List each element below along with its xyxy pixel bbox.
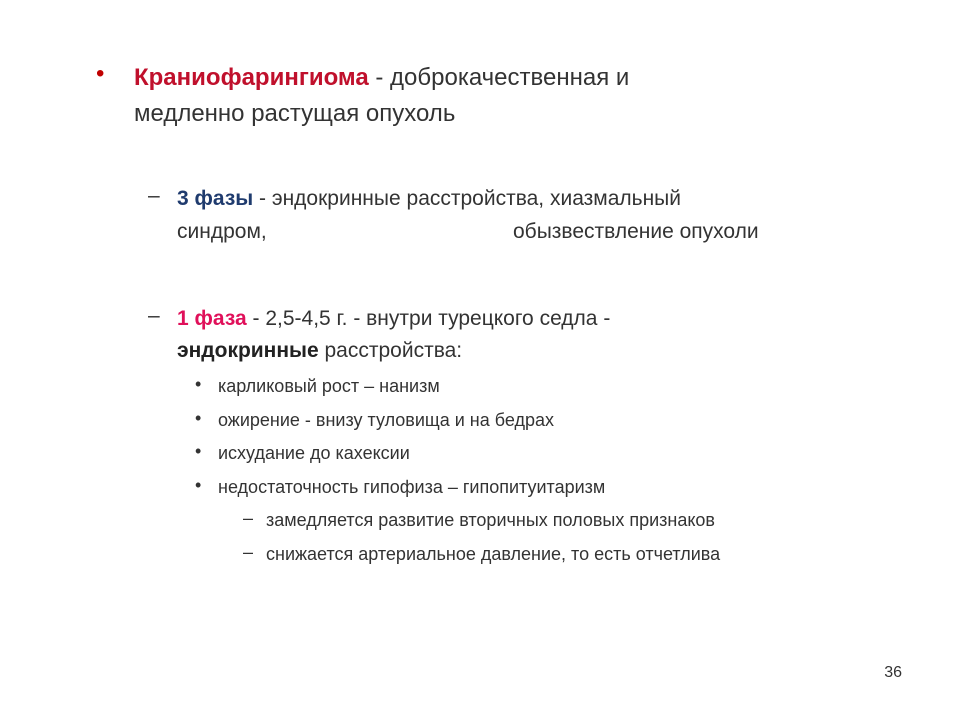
dash-icon: –	[148, 184, 160, 207]
phases-summary-rest: - эндокринные расстройства, хиазмальный	[253, 187, 681, 210]
main-point-line1	[134, 62, 629, 94]
symptom-item: карликовый рост – нанизм	[218, 376, 440, 396]
symptom-item: исхудание до кахексии	[218, 443, 410, 463]
main-term: Краниофарингиома	[134, 64, 369, 91]
page-number: 36	[884, 664, 902, 681]
phase1-line2	[177, 337, 462, 365]
main-rest-line1: - доброкачественная и	[368, 64, 630, 91]
phase1-line1	[177, 305, 610, 333]
phases-summary-line2-part2: обызвествление опухоли	[513, 220, 759, 243]
bullet-icon: •	[195, 475, 202, 495]
symptom-item: ожирение - внизу туловища и на бедрах	[218, 410, 554, 430]
phase1-rest: - 2,5-4,5 г. - внутри турецкого седла -	[246, 307, 611, 330]
main-point-line2: медленно растущая опухоль	[134, 100, 456, 127]
phases-summary-term: 3 фазы	[177, 187, 254, 210]
bullet-icon: •	[96, 60, 105, 87]
phase1-line2-rest: расстройства:	[318, 339, 463, 362]
phase1-line2-bold: эндокринные	[177, 339, 319, 362]
dash-icon: –	[243, 508, 254, 528]
bullet-icon: •	[195, 408, 202, 428]
bullet-icon: •	[195, 441, 202, 461]
consequence-item: снижается артериальное давление, то есть отчетлива	[266, 544, 721, 564]
phases-summary-line2-part1: синдром,	[177, 220, 267, 243]
dash-icon: –	[243, 542, 254, 562]
consequence-item: замедляется развитие вторичных половых признаков	[266, 510, 715, 530]
dash-icon: –	[148, 304, 160, 327]
phases-summary-line1	[177, 185, 681, 213]
bullet-icon: •	[195, 374, 202, 394]
symptom-item: недостаточность гипофиза – гипопитуитаризм	[218, 477, 606, 497]
phase1-term: 1 фаза	[177, 307, 247, 330]
